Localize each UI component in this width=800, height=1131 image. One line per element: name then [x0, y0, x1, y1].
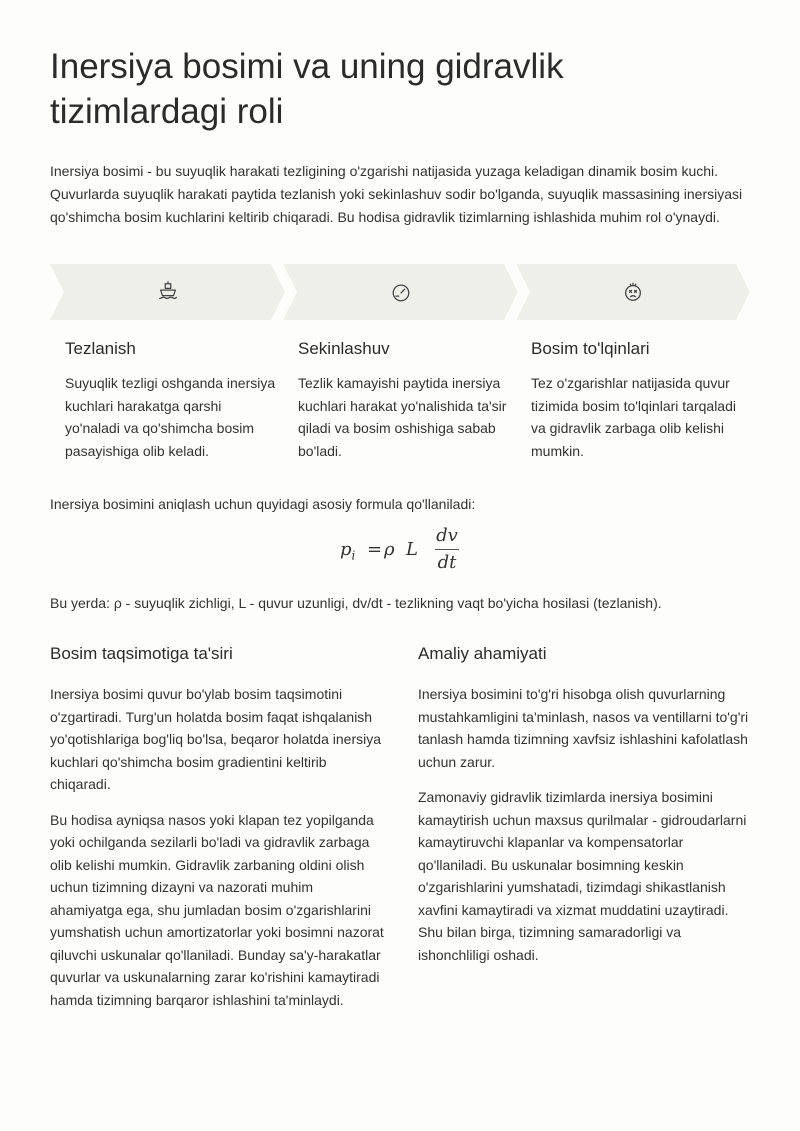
speedometer-icon: [390, 281, 412, 303]
chevron-step-bosim-tolqinlari: [516, 264, 750, 320]
step-text: Suyuqlik tezligi oshganda inersiya kuchlari harakatga qarshi yo'naladi va qo'shimcha bosim pasayishiga olib keladi.: [65, 375, 276, 459]
section-heading: Bosim taqsimotiga ta'siri: [50, 644, 233, 663]
process-chevron-row: [50, 264, 750, 320]
formula-numerator: dv: [436, 525, 458, 546]
intro-paragraph: Inersiya bosimi - bu suyuqlik harakati tezligining o'zgarishi natijasida yuzaga keladigan dinamik bosim kuchi. Quvurlarda suyuqlik harakati paytida tezlanish yoki sekinlashuv sodir bo'lganda, suyuqlik massasining inersiyasi qo'shimcha bosim kuchlarini keltirib chiqaradi. Bu hodisa gidravlik tizimlarning ishlashida muhim rol o'ynaydi.: [50, 163, 743, 225]
formula-lhs: $p_i$: [340, 539, 356, 563]
step-card-tezlanish: [65, 338, 280, 462]
section-heading: Amaliy ahamiyati: [418, 644, 547, 663]
fraction-bar: [435, 549, 459, 550]
section-practical-importance: [418, 643, 753, 979]
step-title: Tezlanish: [65, 339, 136, 358]
page-title: Inersiya bosimi va uning gidravlik tizimlardagi roli: [50, 47, 564, 131]
step-card-bosim-tolqinlari: [531, 338, 746, 462]
section-paragraph: Inersiya bosimini to'g'ri hisobga olish quvurlarning mustahkamligini ta'minlash, nasos va ventillarni to'g'ri tanlash hamda tizimning xavfsiz ishlashini kafolatlash uchun zarur.: [418, 686, 749, 770]
step-text: Tezlik kamayishi paytida inersiya kuchlari harakat yo'nalishida ta'sir qiladi va bosim oshishiga sabab bo'ladi.: [298, 375, 507, 459]
chevron-step-sekinlashuv: [283, 264, 518, 320]
section-paragraph: Bu hodisa ayniqsa nasos yoki klapan tez yopilganda yoki ochilganda sezilarli bo'ladi va gidravlik zarbaga olib kelishi mumkin. Gidravlik zarbaning oldini olish uchun tizimning dizayni va nazorati muhim ahamiyatga ega, shu jumladan bosim o'zgarishlarini yumshatish uchun amortizatorlar yoki bosimni nazorat qiluvchi uskunalar qo'llaniladi. Bunday sa'y-harakatlar quvurlar va uskunalarning zarar ko'rishini kamaytiradi hamda tizimning barqaror ishlashini ta'minlaydi.: [50, 811, 384, 1008]
formula-fraction: [435, 524, 459, 575]
section-paragraph: Zamonaviy gidravlik tizimlarda inersiya bosimini kamaytirish uchun maxsus qurilmalar - gidroudarlarni kamaytiruvchi klapanlar va kompensatorlar qo'llaniladi. Bu uskunalar bosimning keskin o'zgarishlarini yumshatadi, tizimdagi shikastlanish xavfini kamaytiradi va xizmat muddatini uzaytiradi. Shu bilan birga, tizimning samaradorligi va ishonchliligi oshadi.: [418, 789, 747, 963]
chevron-step-tezlanish: [50, 264, 285, 320]
inertia-pressure-formula: [340, 524, 470, 576]
formula-denominator: dt: [437, 552, 457, 573]
formula-length: L: [406, 539, 418, 560]
formula-equals: =: [367, 539, 383, 560]
step-title: Bosim to'lqinlari: [531, 339, 650, 358]
dizzy-face-icon: [622, 281, 644, 303]
formula-explanation: Bu yerda: ρ - suyuqlik zichligi, L - quvur uzunligi, dv/dt - tezlikning vaqt bo'yicha hosilasi (tezlanish).: [50, 595, 662, 611]
step-text: Tez o'zgarishlar natijasida quvur tizimida bosim to'lqinlari tarqaladi va gidravlik zarbaga olib kelishi mumkin.: [531, 375, 736, 459]
section-paragraph: Inersiya bosimi quvur bo'ylab bosim taqsimotini o'zgartiradi. Turg'un holatda bosim faqat ishqalanish yo'qotishlariga bog'liq bo'lsa, beqaror holatda inersiya kuchlari qo'shimcha bosim gradientini keltirib chiqaradi.: [50, 686, 382, 792]
formula-rho: ρ: [384, 539, 395, 560]
step-title: Sekinlashuv: [298, 339, 390, 358]
ship-icon: [157, 281, 179, 303]
formula-intro: Inersiya bosimini aniqlash uchun quyidagi asosiy formula qo'llaniladi:: [50, 496, 476, 512]
section-pressure-distribution: [50, 643, 385, 1024]
step-card-sekinlashuv: [298, 338, 513, 462]
